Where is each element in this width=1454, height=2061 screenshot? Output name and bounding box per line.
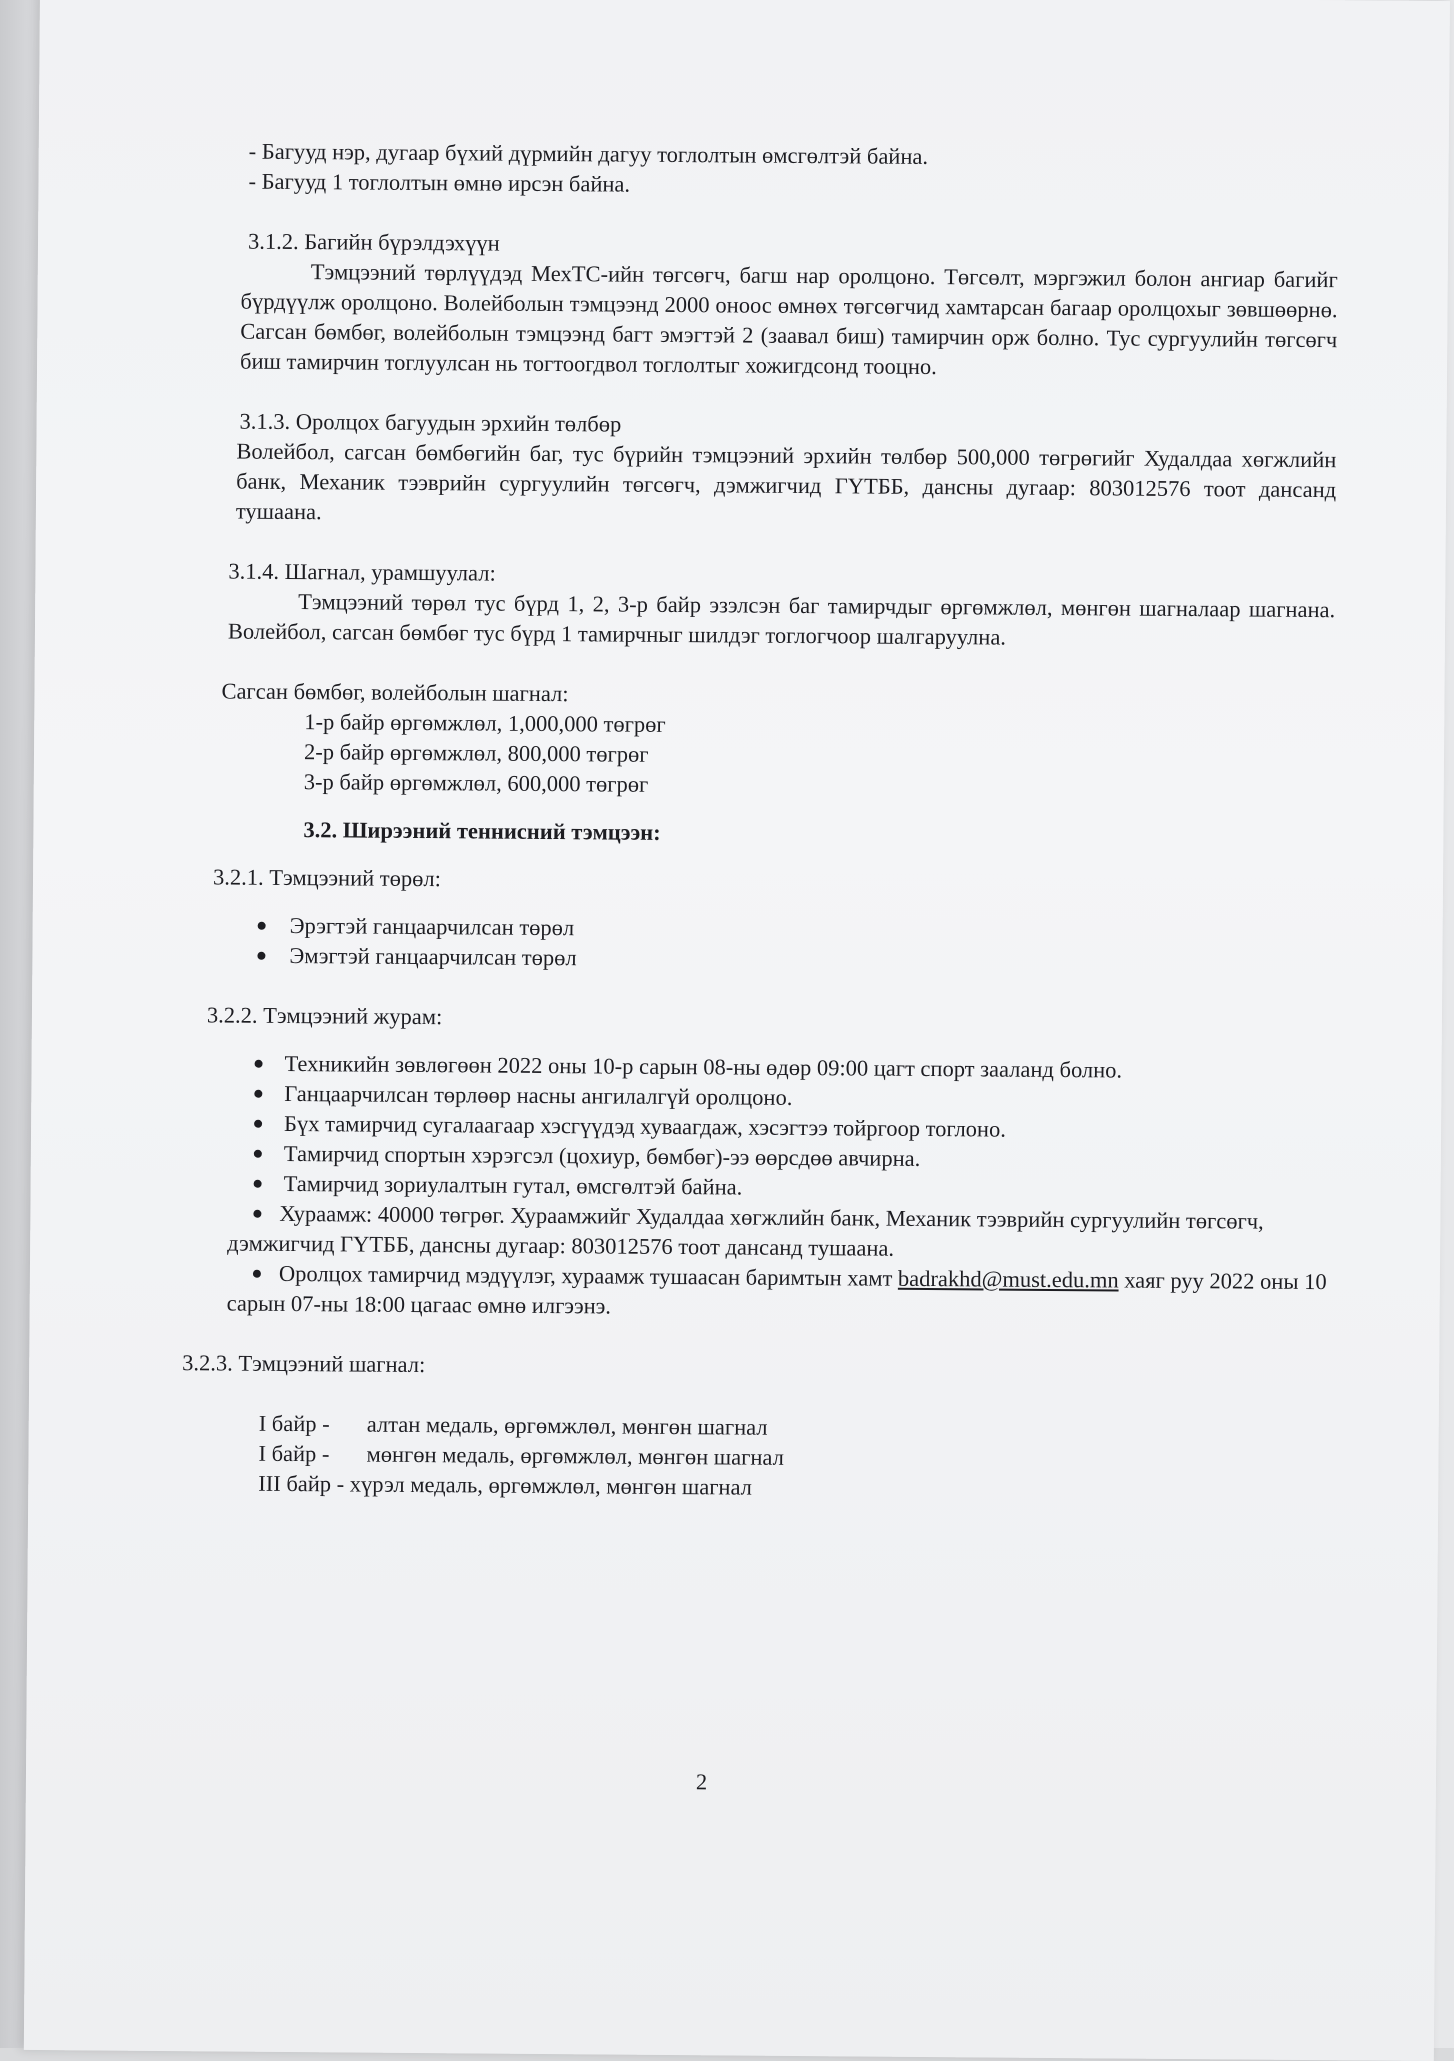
prize-item: 3-р байр өргөмжлөл, 600,000 төгрөг (303, 769, 649, 797)
event-type-list (177, 910, 1332, 979)
list-item-text: Техникийн зөвлөгөөн 2022 оны 10-р сарын 08-ны өдөр 09:00 цагт спорт зааланд болно. (284, 1050, 1123, 1083)
page-content (173, 136, 1339, 1507)
intro-line: - Багууд 1 тоглолтын өмнө ирсэн байна. (248, 168, 631, 197)
bullet-icon (257, 952, 265, 960)
list-item-text: Эрэгтэй ганцаарчилсан төрөл (289, 912, 575, 941)
list-item-text: хаяг руу 2022 оны 10 сарын 07-ны 18:00 цагаас өмнө илгээнэ. (226, 1267, 1327, 1319)
page-number: 2 (695, 1769, 708, 1795)
list-item-text: Тамирчид спортын хэрэгсэл (цохиур, бөмбөг)-ээ өөрсдөө авчирна. (283, 1140, 921, 1171)
bullet-icon (254, 1180, 262, 1188)
section-heading-3-2-2: 3.2.2. Тэмцээний журам: (206, 1002, 443, 1030)
bullet-icon (253, 1210, 261, 1218)
email-link[interactable]: badrakhd@must.edu.mn (897, 1265, 1119, 1293)
section-body-3-1-3: Волейбол, сагсан бөмбөгийн баг, тус бүрийн тэмцээний эрхийн төлбөр 500,000 төгрөгийг Худалдаа хөгжлийн банк, Механик тээврийн сургуулийн төгсөгч, дэмжигчид ГҮТББ, дансны дугаар: 803012576 тоот дансанд тушаана. (235, 438, 1337, 525)
section-heading-3-2-3: 3.2.3. Тэмцээний шагнал: (182, 1350, 426, 1378)
section-heading-3-1-2: 3.1.2. Багийн бүрэлдэхүүн (247, 228, 500, 256)
awards-list (173, 1408, 1329, 1507)
list-item-text: Хураамж: 40000 төгрөг. Хураамжийг Худалдаа хөгжлийн банк, Механик тээврийн сургуулийн төгсөгч, дэмжигчид ГҮТББ, дансны дугаар: 803012576 тоот дансанд тушаана. (227, 1200, 1264, 1261)
prize-item: 1-р байр өргөмжлөл, 1,000,000 төгрөг (304, 709, 666, 737)
award-place: I байр - (258, 1440, 330, 1467)
award-place: III байр - (258, 1470, 345, 1497)
bullet-icon (255, 1060, 263, 1068)
rules-list (175, 1048, 1332, 1327)
bullet-icon (254, 1120, 262, 1128)
list-item-text: Оролцох тамирчид мэдүүлэг, хураамж тушаасан баримтын хамт (278, 1260, 899, 1291)
list-item-text: Эмэгтэй ганцаарчилсан төрөл (289, 942, 577, 971)
section-heading-3-2-1: 3.2.1. Тэмцээний төрөл: (212, 864, 441, 892)
document-page (24, 0, 1450, 2061)
award-desc: алтан медаль, өргөмжлөл, мөнгөн шагнал (366, 1411, 768, 1440)
list-item-text: Бүх тамирчид сугалаагаар хэсгүүдэд хуваагдаж, хэсэгтээ тойргоор тоглоно. (284, 1110, 1007, 1142)
section-heading-3-1-4: 3.1.4. Шагнал, урамшуулал: (228, 558, 496, 586)
section-heading-3-1-3: 3.1.3. Оролцох багуудын эрхийн төлбөр (239, 408, 622, 437)
prizes-heading: Сагсан бөмбөг, волейболын шагнал: (221, 678, 569, 707)
award-desc: хүрэл медаль, өргөмжлөл, мөнгөн шагнал (349, 1471, 753, 1500)
award-desc: мөнгөн медаль, өргөмжлөл, мөнгөн шагнал (366, 1441, 784, 1470)
bullet-icon (254, 1150, 262, 1158)
section-body-3-1-2: Тэмцээний төрлүүдэд МехТС-ийн төгсөгч, багш нар оролцоно. Төгсөлт, мэргэжил болон ангиар багийг бүрдүүлж оролцоно. Волейболын тэмцээнд 2000 оноос өмнөх төгсөгчид хамтарсан багаар оролцохыг зөвшөөрнө. Сагсан бөмбөг, волейболын тэмцээнд багт эмэгтэй 2 (заавал биш) тамирчин орж болно. Тус сургуулийн төгсөгч биш тамирчин тоглуулсан нь тогтоогдвол тоглолтыг хожигдсонд тооцно. (239, 259, 1338, 380)
award-place: I байр - (258, 1410, 330, 1437)
list-item-text: Ганцаарчилсан төрлөөр насны ангилалгүй оролцоно. (284, 1080, 793, 1110)
intro-line: - Багууд нэр, дугаар бүхий дүрмийн дагуу тоглолтын өмсгөлтэй байна. (248, 138, 929, 169)
bullet-icon (258, 922, 266, 930)
section-heading-3-2: 3.2. Ширээний теннисний тэмцээн: (303, 817, 661, 845)
list-item-text: Тамирчид зориулалтын гутал, өмсгөлтэй байна. (283, 1170, 743, 1200)
section-body-3-1-4: Тэмцээний төрөл тус бүрд 1, 2, 3-р байр эзэлсэн баг тамирчдыг өргөмжлөл, мөнгөн шагналаар шагнана. Волейбол, сагсан бөмбөг тус бүрд 1 тамирчныг шилдэг тоглогчоор шалгаруулна. (227, 589, 1336, 650)
prize-item: 2-р байр өргөмжлөл, 800,000 төгрөг (303, 739, 649, 767)
bullet-icon (253, 1270, 261, 1278)
bullet-icon (254, 1090, 262, 1098)
list-item (175, 1198, 1330, 1267)
list-item (175, 1258, 1330, 1327)
